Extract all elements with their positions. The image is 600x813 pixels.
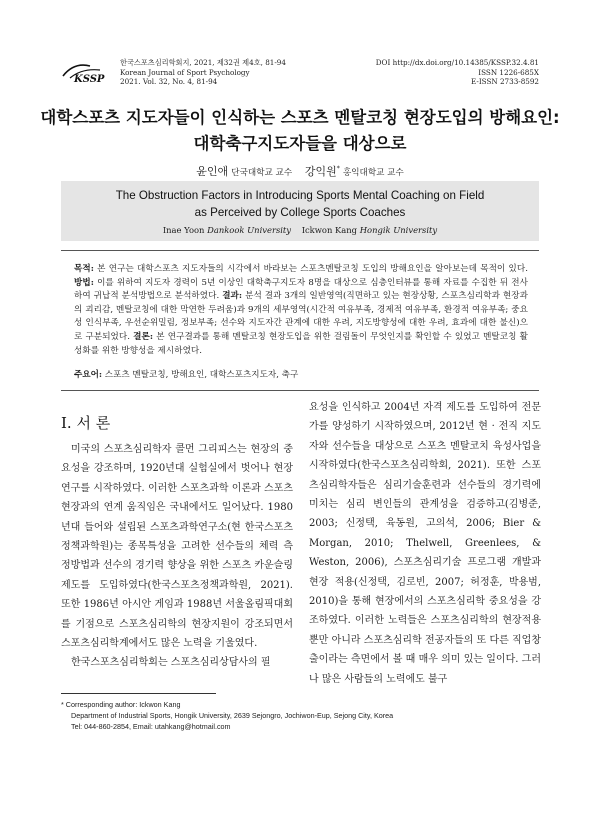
method-text: 이를 위하여 지도자 경력이 5년 이상인 대학축구지도자 8명을 대상으로 심층인터뷰를 통해 자료를 수집한 뒤 전사하여 귀납적 분석방법으로 분석하였다.	[74, 277, 528, 302]
conclusion-label: 결론:	[133, 331, 154, 342]
en-author2-affiliation: Hongik University	[359, 225, 438, 235]
result-text: 분석 결과 3개의 일반영역(직면하고 있는 현장상황, 스포츠심리학과 현장과의 괴리감, 멘탈코칭에 대한 막연한 두려움)과 9개의 세부영역(시간적 여유부족, 경제적 여유부족, 환경적 여유부족; 중요성 인식부족, 우선순위밀림, 정보부족; 선수와 지도자간 관계에 대한 우려, 지도방향성에 대한 우려, 효과에 대한 불신)으로 구분되었다.	[74, 291, 528, 342]
footnote-corresponding: * Corresponding author: Ickwon Kang	[61, 700, 181, 709]
keywords-text: 스포츠 멘탈코칭, 방해요인, 대학스포츠지도자, 축구	[102, 370, 299, 380]
body-paragraph: 미국의 스포츠심리학자 콜먼 그리피스는 현장의 중요성을 강조하며, 1920년대 실험실에서 벗어나 현장 연구를 시작하였다. 이러한 스포츠과학 이론과 스포츠 현장과의 연계 움직임은 국내에서도 일어났다. 1980년대 들어와 설립된 스포츠과학연구소(현 한국스포츠정책과학원)는 종목특성을 고려한 선수들의 체력 측정방법과 선수의 경기력 향상을 위한 스포츠 카운슬링 제도를 도입하였다(한국스포츠정책과학원, 2021). 또한 1986년 아시안 게임과 1988년 서울올림픽대회를 기점으로 스포츠심리학의 현장지원이 강조되면서 스포츠심리학계에서도 많은 노력을 기울였다.	[61, 444, 293, 650]
purpose-text: 본 연구는 대학스포츠 지도자들의 시각에서 바라보는 스포츠멘탈코칭 도입의 방해요인을 알아보는데 목적이 있다.	[93, 264, 528, 274]
doi-info	[376, 58, 539, 87]
author1-affiliation: 단국대학교 교수	[231, 168, 293, 178]
en-author1-name: Inae Yoon	[162, 225, 205, 235]
journal-info	[120, 58, 286, 87]
result-label: 결과:	[222, 291, 243, 302]
abstract	[74, 263, 528, 358]
authors-korean	[40, 163, 560, 179]
journal-en: Korean Journal of Sport Psychology	[120, 67, 250, 77]
purpose-label: 목적:	[74, 264, 94, 274]
footnote-contact: Tel: 044-860-2854, Email: utahkang@hotmail.com	[71, 722, 231, 731]
paper-title-line2: 대학축구지도자들을 대상으로	[193, 134, 407, 153]
conclusion-text: 본 연구결과를 통해 멘탈코칭 현장도입을 위한 걸림돌이 무엇인지를 확인할 수 있었고 멘탈코칭 활성화를 위한 방향성을 제시하였다.	[74, 331, 528, 356]
footnote	[61, 699, 541, 732]
section-heading: I. 서 론	[61, 414, 111, 432]
authors-english	[61, 225, 539, 235]
body-paragraph: 한국스포츠심리학회는 스포츠심리상담사의 필	[71, 657, 271, 669]
method-label: 방법:	[74, 277, 94, 288]
body-paragraph: 요성을 인식하고 2004년 자격 제도를 도입하여 전문가를 양성하기 시작하였으며, 2012년 현 · 전직 지도자와 선수들을 대상으로 스포츠 멘탈코치 육성사업을 시작하였다(한국스포츠심리학회, 2021). 또한 스포츠심리학자들은 심리기술훈련과 선수들의 경기력에 미치는 심리 변인들의 관계성을 검증하고(김병준, 2003; 신정택, 육동원, 고의석, 2006; Bier & Morgan, 2010; Thelwell, Greenlees, & Weston, 2006), 스포츠심리기술 프로그램 개발과 현장 적용(신정택, 김로빈, 2007; 허정훈, 박용범, 2010)을 통해 현장에서의 스포츠심리학 중요성을 강조하였다. 이러한 노력들은 스포츠심리학의 현장적용 뿐만 아니라 스포츠심리학 전공자들의 또 다른 직업창출이라는 측면에서 볼 때 매우 의미 있는 일이다. 그러나 많은 사람들의 노력에도 불구	[309, 402, 541, 685]
en-author1-affiliation: Dankook University	[207, 225, 292, 235]
footnote-rule	[61, 693, 216, 694]
en-author2-name: Ickwon Kang	[301, 225, 358, 235]
divider-top	[61, 250, 539, 251]
svg-text:KSSP: KSSP	[74, 74, 105, 84]
english-title-line1: The Obstruction Factors in Introducing Sports Mental Coaching on Field	[115, 189, 485, 202]
journal-ko: 한국스포츠심리학회지, 2021, 제32권 제4호, 81-94	[120, 58, 286, 67]
author2-name: 강익원	[304, 165, 337, 178]
corresponding-mark: *	[336, 165, 340, 173]
body-column-left	[61, 440, 293, 673]
keywords	[74, 368, 528, 380]
eissn: E-ISSN 2733-8592	[471, 77, 539, 87]
volume-line: 2021. Vol. 32, No. 4, 81-94	[120, 77, 218, 87]
english-title-line2: as Perceived by College Sports Coaches	[194, 206, 406, 219]
paper-title-line1: 대학스포츠 지도자들이 인식하는 스포츠 멘탈코칭 현장도입의 방해요인:	[40, 108, 560, 127]
divider-abstract	[61, 390, 539, 391]
issn: ISSN 1226-685X	[478, 67, 539, 77]
body-column-right	[309, 398, 541, 689]
author2-affiliation: 홍익대학교 교수	[342, 168, 404, 178]
footnote-address: Department of Industrial Sports, Hongik University, 2639 Sejongro, Jochiwon-Eup, Sejong City, Korea	[71, 711, 394, 720]
doi-link[interactable]: DOI http://dx.doi.org/10.14385/KSSP.32.4.81	[375, 58, 539, 67]
kssp-logo	[60, 58, 112, 84]
author1-name: 윤인애	[196, 165, 229, 178]
keywords-label: 주요어:	[74, 370, 103, 380]
